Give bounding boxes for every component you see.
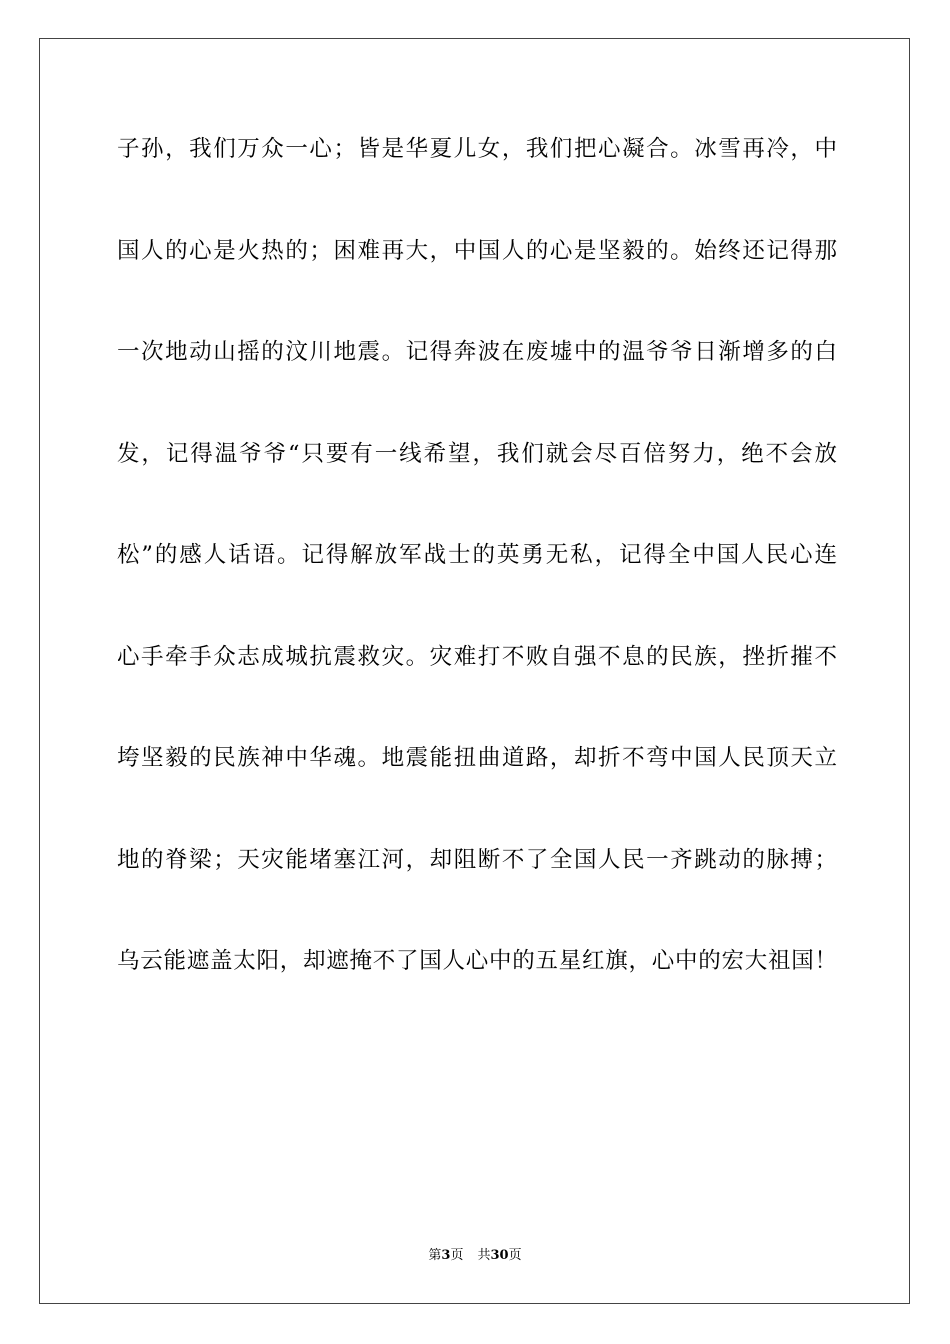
document-body <box>117 125 837 986</box>
page-number: 3 <box>441 1248 451 1263</box>
text-line: 松”的感人话语。记得解放军战士的英勇无私，记得全中国人民心连 <box>117 542 837 568</box>
page-prefix: 第 <box>428 1248 442 1263</box>
text-line: 垮坚毅的民族神中华魂。地震能扭曲道路，却折不弯中国人民顶天立 <box>117 745 837 771</box>
text-line: 地的脊梁；天灾能堵塞江河，却阻断不了全国人民一齐跳动的脉搏； <box>117 846 837 873</box>
text-line: 心手牵手众志成城抗震救灾。灾难打不败自强不息的民族，挫折摧不 <box>117 643 837 670</box>
total-prefix: 共 <box>477 1248 491 1263</box>
total-pages: 30 <box>490 1248 509 1263</box>
total-suffix: 页 <box>508 1248 522 1263</box>
text-line: 一次地动山摇的汶川地震。记得奔波在废墟中的温爷爷日渐增多的白 <box>117 339 837 365</box>
text-line: 乌云能遮盖太阳，却遮掩不了国人心中的五星红旗，心中的宏大祖国！ <box>117 948 837 974</box>
text-line: 国人的心是火热的；困难再大，中国人的心是坚毅的。始终还记得那 <box>117 237 837 264</box>
page-suffix: 页 <box>450 1248 464 1263</box>
text-line: 子孙，我们万众一心；皆是华夏儿女，我们把心凝合。冰雪再冷，中 <box>117 136 837 162</box>
text-line: 发，记得温爷爷“只要有一线希望，我们就会尽百倍努力，绝不会放 <box>117 440 837 467</box>
page-footer <box>0 1247 950 1265</box>
